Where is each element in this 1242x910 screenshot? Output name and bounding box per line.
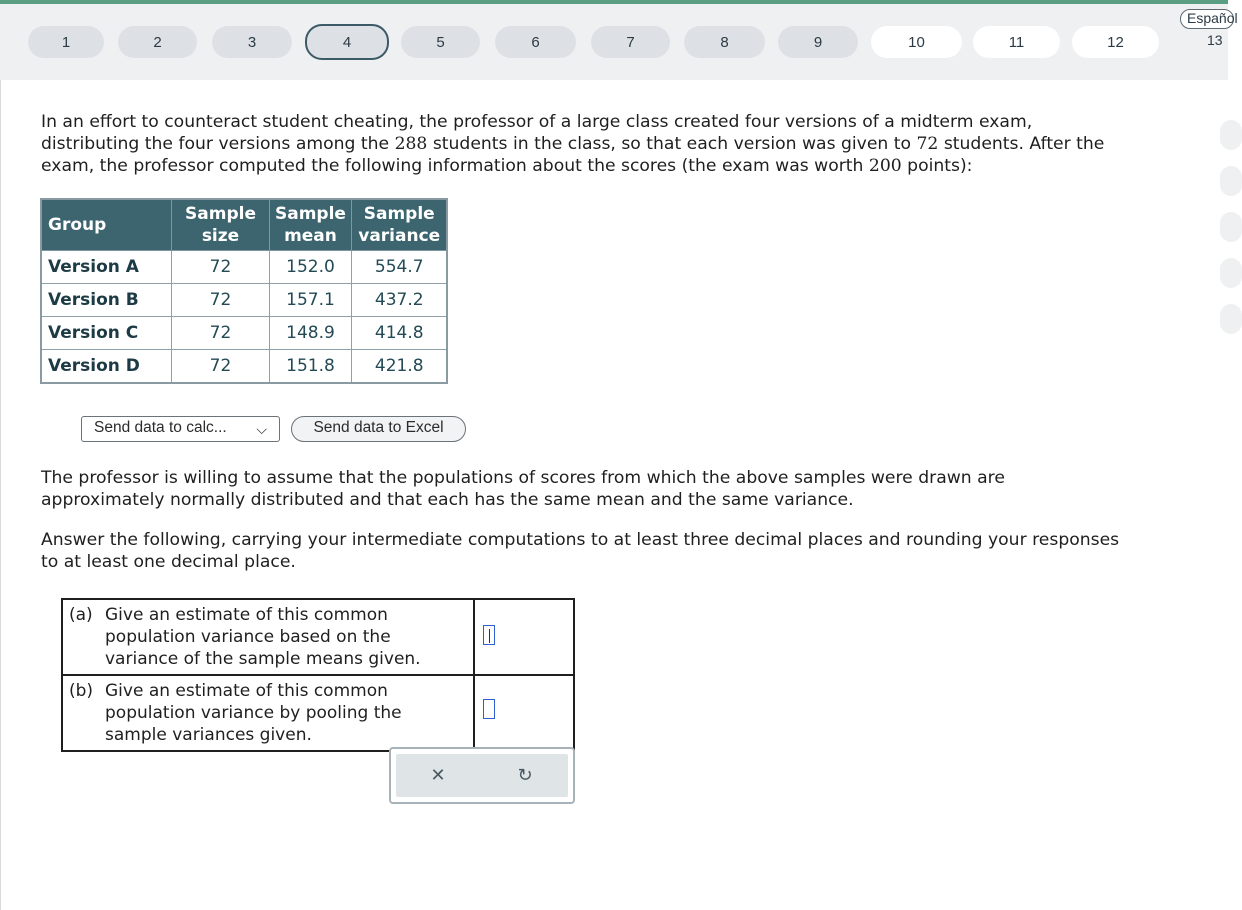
answer-table xyxy=(61,598,575,752)
problem-intro xyxy=(41,111,1104,177)
intro-line-2c: students. After the xyxy=(938,134,1105,154)
question-3-button[interactable]: 3 xyxy=(212,26,292,58)
table-header-row xyxy=(41,199,447,251)
answer-a-cell xyxy=(474,599,574,675)
left-divider xyxy=(0,80,1,910)
question-13-button[interactable]: 13 xyxy=(1207,32,1223,48)
answer-b-input[interactable] xyxy=(483,699,495,719)
header-sample-size: Sample size xyxy=(172,199,270,251)
cell-variance: 414.8 xyxy=(351,317,447,350)
answer-b-cell xyxy=(474,675,574,751)
question-5-button[interactable]: 5 xyxy=(401,26,480,58)
question-6-button[interactable]: 6 xyxy=(495,26,576,58)
side-tool-3[interactable] xyxy=(1220,212,1242,242)
cell-mean: 152.0 xyxy=(270,251,352,284)
cell-variance: 437.2 xyxy=(351,284,447,317)
cell-size: 72 xyxy=(172,350,270,383)
cell-mean: 151.8 xyxy=(270,350,352,383)
text-cursor xyxy=(489,629,490,643)
question-a-text xyxy=(62,599,474,675)
cell-size: 72 xyxy=(172,284,270,317)
question-row-a xyxy=(62,599,574,675)
question-10-button[interactable]: 10 xyxy=(871,26,962,58)
question-b-line3: sample variances given. xyxy=(105,725,312,745)
question-4-button[interactable]: 4 xyxy=(305,24,389,60)
header-group: Group xyxy=(41,199,172,251)
students-per-version: 72 xyxy=(916,134,939,154)
assumption-line-2: approximately normally distributed and that each has the same mean and the same variance. xyxy=(41,490,854,510)
cell-mean: 148.9 xyxy=(270,317,352,350)
undo-icon[interactable]: ↻ xyxy=(517,765,533,786)
cell-mean: 157.1 xyxy=(270,284,352,317)
side-tool-4[interactable] xyxy=(1220,258,1242,288)
instructions-text xyxy=(41,529,1119,573)
question-11-button[interactable]: 11 xyxy=(973,26,1060,58)
table-row xyxy=(41,251,447,284)
send-to-excel-button[interactable]: Send data to Excel xyxy=(291,416,466,442)
question-a-label: (a) xyxy=(69,605,93,625)
question-1-button[interactable]: 1 xyxy=(28,26,104,58)
table-row xyxy=(41,317,447,350)
send-data-select-label: Send data to calc... xyxy=(94,419,227,436)
chevron-down-icon: ⌵ xyxy=(256,421,267,437)
header-sample-mean: Sample mean xyxy=(270,199,352,251)
cell-size: 72 xyxy=(172,251,270,284)
question-12-button[interactable]: 12 xyxy=(1072,26,1159,58)
side-tool-5[interactable] xyxy=(1220,304,1242,334)
toolbox-inner xyxy=(396,754,568,797)
header-sample-variance: Sample variance xyxy=(351,199,447,251)
side-tool-2[interactable] xyxy=(1220,166,1242,196)
question-b-line1: Give an estimate of this common xyxy=(105,681,388,701)
data-table xyxy=(40,198,448,384)
table-row xyxy=(41,284,447,317)
cell-size: 72 xyxy=(172,317,270,350)
language-toggle[interactable]: Español xyxy=(1180,9,1234,29)
intro-line-3a: exam, the professor computed the following information about the scores (the exam was worth xyxy=(41,156,869,176)
intro-line-2a: distributing the four versions among the xyxy=(41,134,395,154)
instructions-line-2: to at least one decimal place. xyxy=(41,552,296,572)
question-b-label: (b) xyxy=(69,681,94,701)
question-b-text xyxy=(62,675,474,751)
question-8-button[interactable]: 8 xyxy=(684,26,765,58)
question-9-button[interactable]: 9 xyxy=(778,26,858,58)
question-7-button[interactable]: 7 xyxy=(591,26,670,58)
question-a-line1: Give an estimate of this common xyxy=(105,605,388,625)
cell-variance: 554.7 xyxy=(351,251,447,284)
question-a-line3: variance of the sample means given. xyxy=(105,649,421,669)
cell-variance: 421.8 xyxy=(351,350,447,383)
row-group-label: Version C xyxy=(41,317,172,350)
row-group-label: Version A xyxy=(41,251,172,284)
row-group-label: Version B xyxy=(41,284,172,317)
row-group-label: Version D xyxy=(41,350,172,383)
intro-line-3b: points): xyxy=(901,156,973,176)
intro-line-2b: students in the class, so that each version was given to xyxy=(427,134,917,154)
assumption-line-1: The professor is willing to assume that the populations of scores from which the above samples were drawn are xyxy=(41,468,1005,488)
question-a-line2: population variance based on the xyxy=(105,627,391,647)
assumption-text xyxy=(41,467,1005,511)
close-icon[interactable]: ✕ xyxy=(430,765,446,786)
question-row-b xyxy=(62,675,574,751)
question-b-line2: population variance by pooling the xyxy=(105,703,402,723)
answer-toolbox xyxy=(389,747,575,804)
question-navigation xyxy=(0,4,1228,80)
exam-points: 200 xyxy=(868,156,902,176)
side-tool-1[interactable] xyxy=(1220,120,1242,150)
question-2-button[interactable]: 2 xyxy=(118,26,197,58)
total-students: 288 xyxy=(394,134,428,154)
send-data-select[interactable] xyxy=(81,416,280,442)
instructions-line-1: Answer the following, carrying your intermediate computations to at least three decimal places and rounding your responses xyxy=(41,530,1120,550)
intro-line-1: In an effort to counteract student cheating, the professor of a large class created four versions of a midterm exam, xyxy=(41,112,1033,132)
table-row xyxy=(41,350,447,383)
